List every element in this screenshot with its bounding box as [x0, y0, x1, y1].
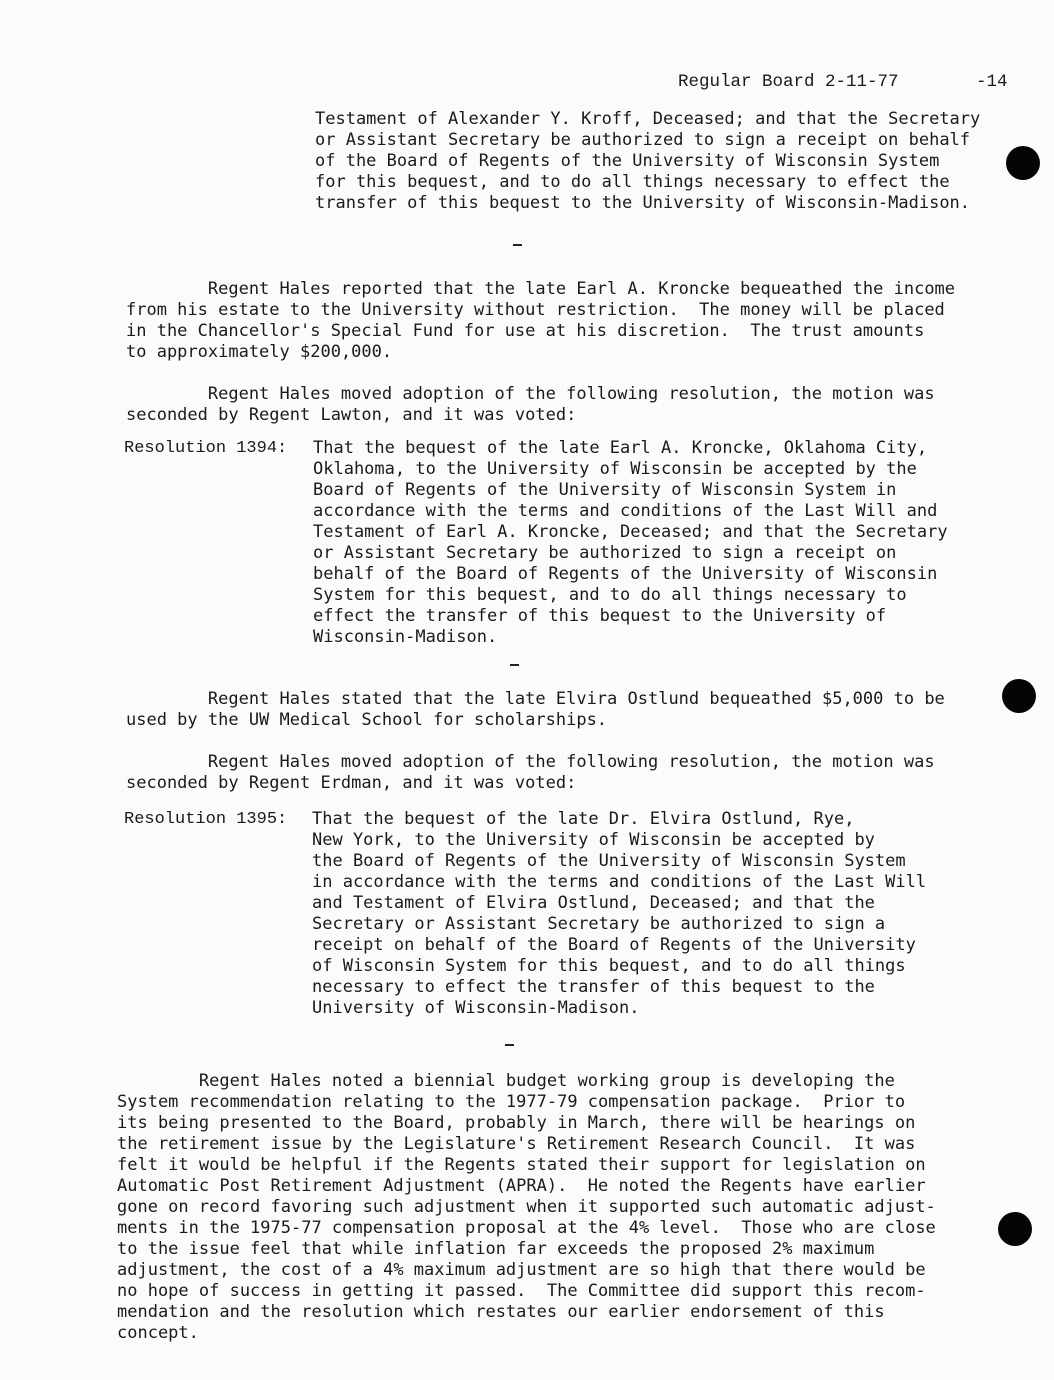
kroncke-motion-paragraph: Regent Hales moved adoption of the following resolution, the motion was seconded by Regent Lawton, and it was voted:	[126, 384, 935, 425]
resolution-1395-text: That the bequest of the late Dr. Elvira Ostlund, Rye, New York, to the University of Wisconsin be accepted by the Board of Regents of the University of Wisconsin System in accordance with the terms and conditions of the Last Will and Testament of Elvira Ostlund, Deceased; and that the Secretary or Assistant Secretary be authorized to sign a receipt on behalf of the Board of Regents of the University of Wisconsin System for this bequest, and to do all things necessary to effect the transfer of this bequest to the University of Wisconsin-Madison.	[312, 809, 927, 1018]
page-number: -14	[976, 72, 1008, 92]
punch-hole-mark	[1002, 679, 1036, 713]
punch-hole-mark	[998, 1212, 1032, 1246]
section-divider	[510, 664, 519, 666]
resolution-1394-text: That the bequest of the late Earl A. Kroncke, Oklahoma City, Oklahoma, to the University of Wisconsin be accepted by the Board of Regents of the University of Wisconsin System in accordance with the terms and conditions of the Last Will and Testament of Earl A. Kroncke, Deceased; and that the Secretary or Assistant Secretary be authorized to sign a receipt on behalf of the Board of Regents of the University of Wisconsin System for this bequest, and to do all things necessary to effect the transfer of this bequest to the University of Wisconsin-Madison.	[313, 438, 948, 647]
section-divider	[513, 244, 522, 246]
section-divider	[505, 1044, 514, 1046]
resolution-1395-label: Resolution 1395:	[124, 810, 288, 829]
resolution-1394-label: Resolution 1394:	[124, 439, 288, 458]
kroncke-report-paragraph: Regent Hales reported that the late Earl A. Kroncke bequeathed the income from his estate to the University without restriction. The money will be placed in the Chancellor's Special Fund for use at his discretion. The trust amounts to approximately $200,000.	[126, 279, 956, 362]
budget-compensation-paragraph: Regent Hales noted a biennial budget working group is developing the System recommendation relating to the 1977-79 compensation package. Prior to its being presented to the Board, probably in March, there will be hearings on the retirement issue by the Legislature's Retirement Research Council. It was felt it would be helpful if the Regents stated their support for legislation on Automatic Post Retirement Adjustment (APRA). He noted the Regents have earlier gone on record favoring such adjustment when it supported such automatic adjust- ments in the 1975-77 compensation proposal at the 4% level. Those who are close to the issue feel that while inflation far exceeds the proposed 2% maximum adjustment, the cost of a 4% maximum adjustment are so high that there would be no hope of success in getting it passed. The Committee did support this recom- mendation and the resolution which restates our earlier endorsement of this concept.	[117, 1071, 936, 1343]
ostlund-motion-paragraph: Regent Hales moved adoption of the following resolution, the motion was seconded by Regent Erdman, and it was voted:	[126, 752, 935, 793]
kroff-resolution-continuation: Testament of Alexander Y. Kroff, Deceased; and that the Secretary or Assistant Secretary be authorized to sign a receipt on behalf of the Board of Regents of the University of Wisconsin System for this bequest, and to do all things necessary to effect the transfer of this bequest to the University of Wisconsin-Madison.	[315, 109, 981, 213]
punch-hole-mark	[1006, 146, 1040, 180]
ostlund-report-paragraph: Regent Hales stated that the late Elvira Ostlund bequeathed $5,000 to be used by the UW Medical School for scholarships.	[126, 689, 945, 730]
page-header-title: Regular Board 2-11-77	[678, 72, 899, 92]
